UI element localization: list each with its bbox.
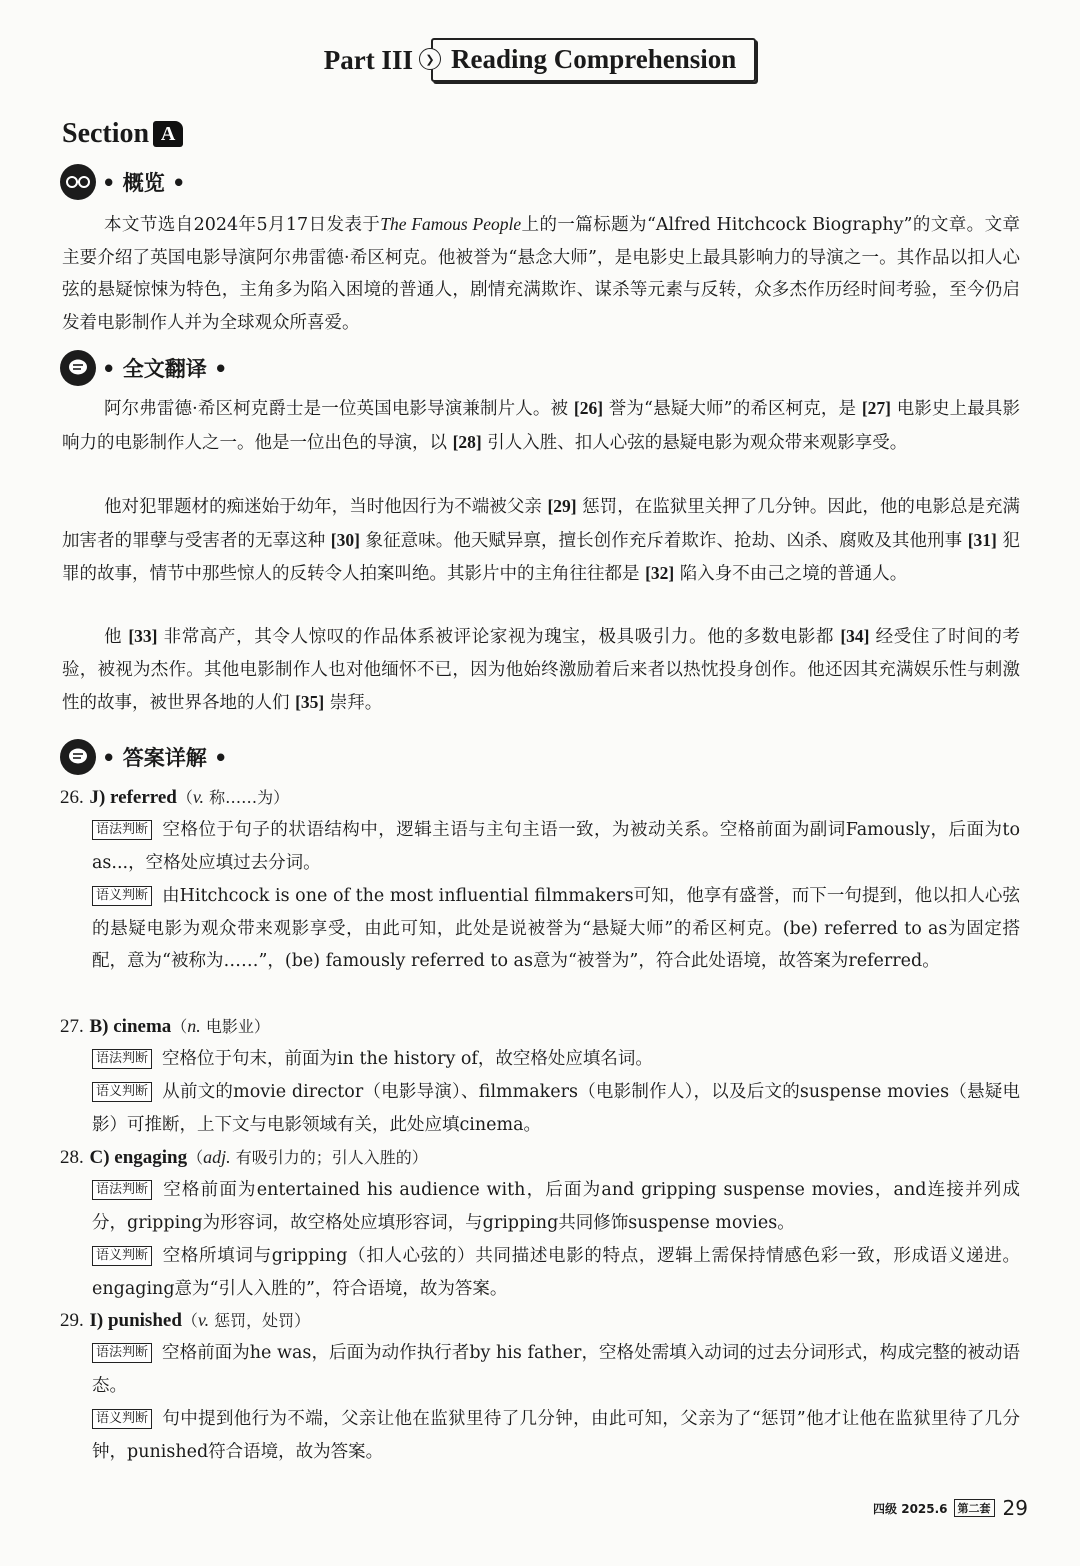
page-header	[0, 38, 1080, 82]
blank-30: [30]	[330, 529, 360, 550]
footer-volume: 第二套	[954, 1499, 995, 1517]
q29-grammar-text: 空格前面为he was，后面为动作执行者by his father，空格处需填入动词的过去分词形式，构成完整的被动语态。	[92, 1343, 1020, 1396]
arrow-circle-icon: ❯	[419, 48, 441, 70]
section-title	[62, 118, 183, 150]
question-26-head	[60, 782, 289, 813]
q-note	[182, 1311, 310, 1330]
blank-33: [33]	[128, 626, 158, 646]
q-num: 26.	[60, 787, 84, 808]
q-pos: adj.	[203, 1147, 231, 1167]
t-text: 惩罚，在监狱里关押了几分钟。因此，他的电影总是充满加害者的罪孽与受害者的无辜这种	[62, 497, 1021, 551]
section-letter: A	[153, 121, 183, 147]
q-pos: v.	[197, 1310, 210, 1330]
q-note	[171, 1017, 270, 1036]
overview-text	[62, 208, 1020, 339]
q26-grammar-text: 空格位于句子的状语结构中，逻辑主语与主句主语一致，为被动关系。空格前面为副词Famously，后面为to as...，空格处应填过去分词。	[92, 820, 1020, 873]
translation-paragraph-2	[62, 490, 1020, 591]
page-footer	[873, 1496, 1028, 1520]
t-text: 犯罪的故事，情节中那些惊人的反转令人拍案叫绝。其影片中的主角往往都是	[62, 530, 1020, 584]
q-note-meaning: 称……为）	[204, 788, 290, 807]
q-answer: B) cinema	[89, 1016, 172, 1037]
title-box	[425, 38, 756, 82]
translation-heading	[60, 350, 227, 386]
t-text: 他对犯罪题材的痴迷始于幼年，当时他因行为不端被父亲	[104, 497, 548, 517]
page-title: Reading Comprehension	[450, 43, 737, 74]
q-note-open: （	[176, 788, 193, 807]
q27-grammar-text: 空格位于句末，前面为in the history of，故空格处应填名词。	[162, 1049, 653, 1069]
overview-text-a: 本文节选自2024年5月17日发表于	[104, 215, 381, 235]
question-27-head	[60, 1011, 270, 1042]
q-answer: J) referred	[89, 787, 177, 808]
blank-35: [35]	[295, 692, 325, 712]
chat-icon	[60, 350, 96, 386]
translation-paragraph-1	[62, 392, 1020, 459]
q27-meaning	[92, 1076, 1020, 1141]
blank-29: [29]	[547, 496, 577, 516]
q-pos: v.	[192, 787, 205, 807]
t-text: 誉为“悬疑大师”的希区柯克，是	[603, 399, 862, 419]
page-number: 29	[1002, 1496, 1028, 1520]
q-answer: I) punished	[89, 1310, 182, 1331]
q-num: 28.	[60, 1147, 84, 1168]
q28-grammar	[92, 1174, 1020, 1239]
q29-grammar	[92, 1337, 1020, 1402]
t-text: 引人入胜、扣人心弦的悬疑电影为观众带来观影享受。	[481, 432, 908, 453]
grammar-tag: 语法判断	[92, 1049, 152, 1069]
q-note	[177, 788, 289, 807]
q-note	[187, 1148, 428, 1167]
footer-label: 四级 2025.6	[873, 1501, 948, 1516]
chat-icon	[60, 739, 96, 775]
overview-label: • 概览 •	[102, 171, 186, 195]
overview-source: The Famous People	[380, 214, 522, 234]
q26-meaning	[92, 880, 1020, 978]
grammar-tag: 语法判断	[92, 1180, 152, 1200]
q-pos: n.	[187, 1016, 201, 1036]
glasses-icon	[60, 164, 96, 200]
t-text: 陷入身不由己之境的普通人。	[674, 564, 908, 584]
q-note-open: （	[171, 1017, 188, 1036]
q-note-open: （	[181, 1311, 198, 1330]
translation-label: • 全文翻译 •	[102, 357, 228, 381]
blank-28: [28]	[452, 431, 482, 452]
answers-label: • 答案详解 •	[102, 746, 228, 770]
meaning-tag: 语义判断	[92, 1246, 152, 1266]
q26-grammar	[92, 814, 1020, 879]
q29-meaning-text: 句中提到他行为不端，父亲让他在监狱里待了几分钟，由此可知，父亲为了“惩罚”他才让他在监狱里待了几分钟，punished符合语境，故为答案。	[92, 1409, 1020, 1462]
q-num: 27.	[60, 1016, 84, 1037]
t-text: 他	[104, 627, 129, 647]
q-num: 29.	[60, 1310, 84, 1331]
q26-meaning-text: 由Hitchcock is one of the most influential filmmakers可知，他享有盛誉，而下一句提到，他以扣人心弦的悬疑电影为观众带来观影享受，由此可知，此处是说被誉为“悬疑大师”的希区柯克。(be) referred to as为固定搭配，意为“被称为……”，(be) famously referred to as意为“被誉为”，符合此处语境，故答案为referred。	[92, 886, 1020, 971]
q29-meaning	[92, 1403, 1020, 1468]
question-28-head	[60, 1142, 428, 1173]
meaning-tag: 语义判断	[92, 1082, 152, 1102]
t-text: 崇拜。	[324, 693, 383, 713]
blank-27: [27]	[861, 398, 891, 418]
t-text: 阿尔弗雷德·希区柯克爵士是一位英国电影导演兼制片人。被	[104, 399, 574, 419]
grammar-tag: 语法判断	[92, 1343, 152, 1363]
overview-text-b: 上的一篇标题为“Alfred Hitchcock Biography”的文章。文章主要介绍了英国电影导演阿尔弗雷德·希区柯克。他被誉为“悬念大师”，是电影史上最具影响力的导演之一。其作品以扣人心弦的悬疑惊悚为特色，主角多为陷入困境的普通人，剧情充满欺诈、谋杀等元素与反转，众多杰作历经时间考验，至今仍启发着电影制作人并为全球观众所喜爱。	[62, 215, 1021, 333]
q28-meaning	[92, 1240, 1020, 1305]
q-note-meaning: 惩罚，处罚）	[209, 1311, 311, 1330]
t-text: 电影史上最具影响力的电影制作人之一。他是一位出色的导演，以	[62, 399, 1021, 453]
q27-meaning-text: 从前文的movie director（电影导演）、filmmakers（电影制作人），以及后文的suspense movies（悬疑电影）可推断，上下文与电影领域有关，此处应填cinema。	[92, 1082, 1020, 1135]
q28-meaning-text: 空格所填词与gripping（扣人心弦的）共同描述电影的特点，逻辑上需保持情感色彩一致，形成语义递进。engaging意为“引人入胜的”，符合语境，故为答案。	[92, 1246, 1020, 1299]
meaning-tag: 语义判断	[92, 1409, 152, 1429]
blank-31: [31]	[967, 529, 997, 550]
q-note-open: （	[187, 1148, 204, 1167]
answers-heading	[60, 739, 227, 775]
blank-32: [32]	[645, 563, 675, 583]
q28-grammar-text: 空格前面为entertained his audience with，后面为and gripping suspense movies，and连接并列成分，gripping为形容词，故空格处应填形容词，与gripping共同修饰suspense movies。	[92, 1180, 1020, 1233]
translation-paragraph-3	[62, 620, 1020, 720]
t-text: 经受住了时间的考验，被视为杰作。其他电影制作人也对他缅怀不已，因为他始终激励着后来者以热忱投身创作。他还因其充满娱乐性与刺激性的故事，被世界各地的人们	[62, 627, 1020, 713]
q-note-meaning: 有吸引力的；引人入胜的）	[230, 1148, 428, 1167]
q27-grammar	[92, 1043, 1020, 1076]
q-note-meaning: 电影业）	[200, 1017, 270, 1036]
blank-34: [34]	[840, 626, 870, 646]
t-text: 非常高产，其令人惊叹的作品体系被评论家视为瑰宝，极具吸引力。他的多数电影都	[157, 627, 841, 647]
blank-26: [26]	[573, 398, 604, 418]
grammar-tag: 语法判断	[92, 820, 152, 840]
question-29-head	[60, 1305, 310, 1336]
overview-heading	[60, 164, 185, 200]
t-text: 象征意味。他天赋异禀，擅长创作充斥着欺诈、抢劫、凶杀、腐败及其他刑事	[359, 530, 968, 551]
section-word: Section	[62, 118, 150, 149]
part-label: Part III	[323, 44, 413, 75]
meaning-tag: 语义判断	[92, 886, 152, 906]
q-answer: C) engaging	[89, 1147, 188, 1168]
